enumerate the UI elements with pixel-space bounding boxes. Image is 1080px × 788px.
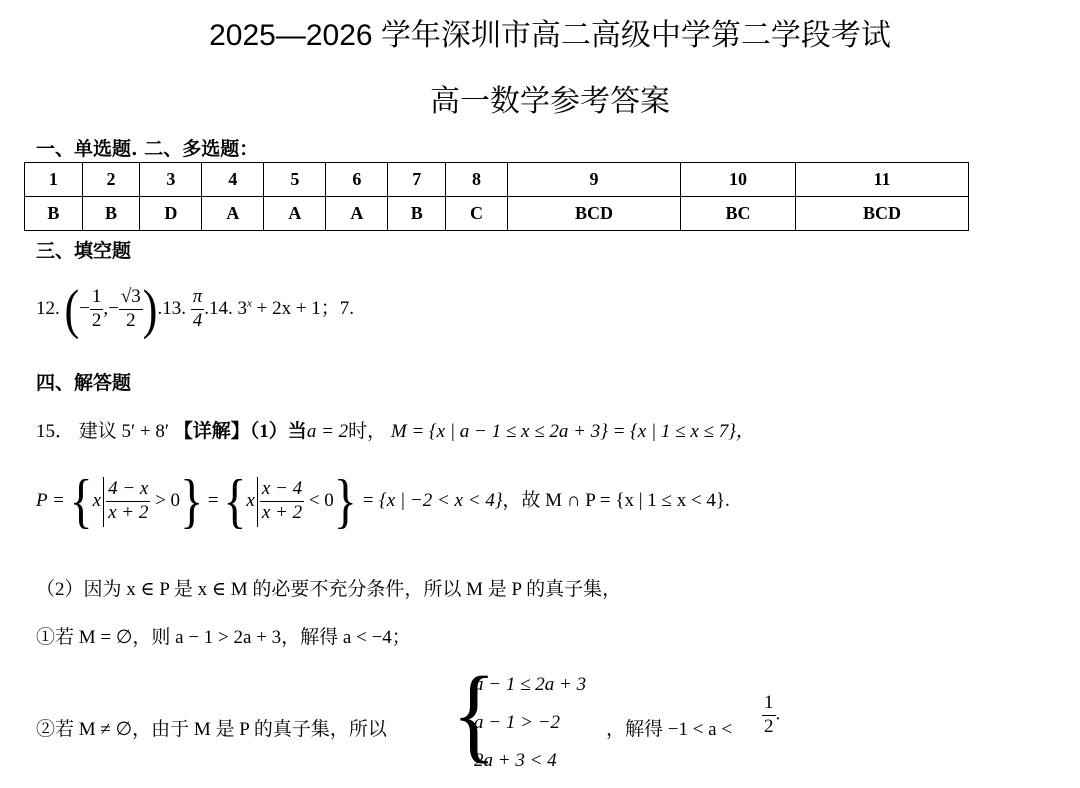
q12-number: 12. (36, 297, 60, 319)
fraction: $\frac{4 - x}{x + 2}$ (108, 478, 149, 523)
section-heading-solve: 四、解答题 (36, 372, 132, 394)
system-line-1: a − 1 ≤ 2a + 3 (474, 674, 587, 695)
question-number-cell: 1 (25, 163, 83, 197)
close-paren: ) (142, 278, 158, 341)
answer-cell: BCD (796, 197, 969, 231)
question-number-cell: 3 (140, 163, 202, 197)
q15-case-2-tail: ，解得 −1 < a < (606, 719, 733, 740)
answer-cell: C (446, 197, 508, 231)
fraction: $\frac{x - 4}{x + 2}$ (261, 478, 303, 523)
system-line-2: a − 1 > −2 (474, 712, 560, 733)
section-heading-choice: 一、单选题. 二、多选题： (36, 138, 259, 160)
question-number-cell: 11 (796, 163, 969, 197)
answer-cell: B (388, 197, 446, 231)
question-number-cell: 5 (264, 163, 326, 197)
fraction: $\frac{\pi}{4}$ (192, 286, 203, 331)
q13-number: .13. (157, 297, 186, 319)
q15-case-2-lead: ②若 M ≠ ∅，由于 M 是 P 的真子集，所以 (36, 719, 387, 740)
answer-cell: B (25, 197, 83, 231)
final-fraction: $\frac{1}{2}$ . (764, 692, 781, 737)
system-brace: { (452, 655, 497, 773)
answer-cell: BC (680, 197, 795, 231)
question-number-cell: 6 (326, 163, 388, 197)
q14-number: .14. (204, 297, 233, 319)
fraction: $\frac{√3}{2}$ (120, 286, 141, 331)
question-number-cell: 8 (446, 163, 508, 197)
answer-table-number-row (25, 163, 969, 197)
q15-line-2: P = {x $\frac{4 - x}{x + 2}$ > 0} = {x $\frac{x - 4}{x + 2}$ < 0} = {x | −2 < x < 4}，故 M ∩ P = {x | 1 ≤ x < 4}. (36, 468, 730, 535)
answer-cell: BCD (508, 197, 681, 231)
open-paren: ( (64, 278, 80, 341)
set-m: M = {x | a − 1 ≤ x ≤ 2a + 3} = {x | 1 ≤ x ≤ 7}， (390, 421, 755, 442)
answer-table-value-row (25, 197, 969, 231)
system-line-3: 2a + 3 < 4 (474, 750, 557, 771)
answer-cell: A (202, 197, 264, 231)
question-number-cell: 7 (388, 163, 446, 197)
question-number-cell: 10 (680, 163, 795, 197)
fraction: $\frac{1}{2}$ (91, 286, 102, 331)
q15-case-1: ①若 M = ∅，则 a − 1 > 2a + 3，解得 a < −4； (36, 627, 411, 648)
q15-line-1: 15． 建议 5′ + 8′ 【详解】（1）当a = 2时， M = {x | a − 1 ≤ x ≤ 2a + 3} = {x | 1 ≤ x ≤ 7}， (36, 421, 755, 442)
q15-detail: 【详解】（1）当 (173, 421, 307, 442)
page-title: 2025—2026 学年深圳市高二高级中学第二学段考试 (209, 19, 891, 52)
question-number-cell: 9 (508, 163, 681, 197)
answer-cell: B (82, 197, 140, 231)
q15-lead: 建议 5′ + 8′ (78, 421, 170, 442)
question-number-cell: 2 (82, 163, 140, 197)
question-number-cell: 4 (202, 163, 264, 197)
answer-cell: D (140, 197, 202, 231)
answer-cell: A (326, 197, 388, 231)
q15-part-2: （2）因为 x ∈ P 是 x ∈ M 的必要不充分条件，所以 M 是 P 的真子集， (36, 579, 622, 600)
fill-answers-line: 12. (− $\frac{1}{2}$ ,− $\frac{√3}{2}$ ).13. $\frac{\pi}{4}$ .14. $3^x + 2x + 1$；7. (36, 278, 355, 341)
q15-cond: a = 2 (306, 421, 349, 442)
section-heading-fill: 三、填空题 (36, 240, 132, 262)
answer-table (24, 162, 969, 231)
page-subtitle: 高一数学参考答案 (430, 85, 670, 118)
q14-answer: $3^x + 2x + 1$；7. (237, 297, 355, 319)
answer-cell: A (264, 197, 326, 231)
q15-number: 15． (36, 421, 75, 442)
